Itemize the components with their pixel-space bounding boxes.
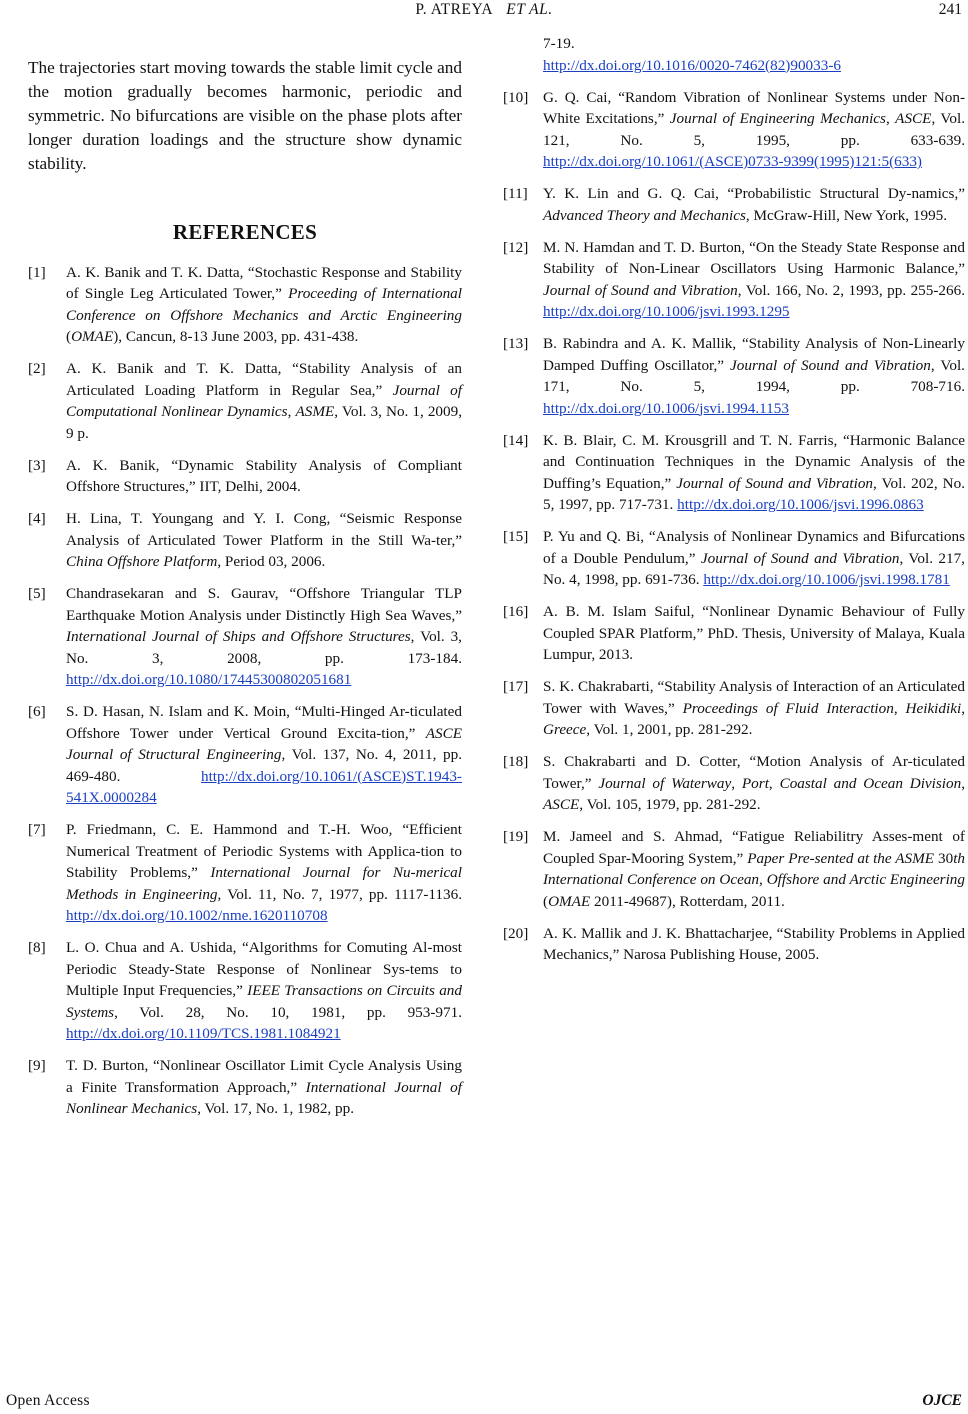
reference-italic-text: Advanced Theory and Mechanics	[543, 206, 746, 224]
reference-item	[503, 676, 965, 741]
reference-number: [4]	[28, 510, 46, 527]
reference-text: , Vol. 1, 2001, pp. 281-292.	[586, 721, 753, 738]
reference-italic-text: Journal of Computational Nonlinear Dynamics	[66, 381, 462, 420]
footer-journal-abbrev: OJCE	[922, 1392, 962, 1409]
reference-italic-text: Proceeding of International Conference on Offshore Mechanics and Arctic Engineering	[66, 285, 462, 324]
reference-number: [11]	[503, 185, 528, 202]
reference-italic-text: ASCE	[543, 796, 580, 813]
reference-text: , Vol. 3, No. 1, 2009, 9 p.	[66, 403, 463, 442]
reference-text: T. D. Burton, “Nonlinear Oscillator Limit Cycle Analysis Using a Finite Transformation Approach,”	[66, 1057, 462, 1096]
reference-item	[503, 333, 965, 419]
reference-number: [6]	[28, 703, 46, 720]
reference-text: , Vol. 105, 1979, pp. 281-292.	[579, 796, 761, 813]
reference-text: , Vol. 202, No. 5, 1997, pp. 717-731.	[543, 474, 966, 513]
author-text: P. ATREYA	[415, 1, 494, 18]
reference-italic-text: Port	[741, 774, 769, 792]
reference-italic-text: Journal of Sound and Vibration	[543, 281, 738, 299]
running-head-authors	[0, 1, 968, 19]
reference-item	[28, 819, 462, 927]
reference-text: 30	[934, 849, 954, 867]
reference-text: H. Lina, T. Youngang and Y. I. Cong, “Seismic Response Analysis of Articulated Tower Platform in the Still Wa-ter,”	[66, 510, 462, 549]
reference-italic-text: Coastal and Ocean Division	[779, 774, 962, 792]
reference-text: 2011-49687), Rotterdam, 2011.	[590, 892, 785, 910]
reference-italic-text: International Journal of Nonlinear Mechanics	[66, 1078, 462, 1117]
page-number: 241	[938, 1, 962, 18]
reference-text: A. K. Mallik and J. K. Bhattacharjee, “Stability Problems in Applied Mechanics,” Narosa Publishing House, 2005.	[543, 924, 965, 963]
reference-text: (	[543, 892, 549, 910]
reference-number: [10]	[503, 88, 529, 106]
reference-text: , Vol. 3, No. 3, 2008, pp. 173-184.	[66, 628, 462, 667]
reference-number: [9]	[28, 1057, 46, 1074]
reference-italic-text: China Offshore Platform	[66, 553, 218, 570]
reference-number: [2]	[28, 360, 46, 377]
reference-item	[503, 826, 965, 912]
reference-item	[28, 701, 462, 809]
reference-text: Y. K. Lin and G. Q. Cai, “Probabilistic Structural Dy-namics,”	[543, 185, 965, 202]
reference-doi-link[interactable]: http://dx.doi.org/10.1006/jsvi.1993.1295	[543, 303, 790, 320]
reference-text: S. K. Chakrabarti, “Stability Analysis of Interaction of an Articulated Tower with Waves,”	[543, 678, 965, 717]
reference-doi-link[interactable]: http://dx.doi.org/10.1109/TCS.1981.1084921	[66, 1025, 341, 1042]
reference-text: ,	[731, 774, 742, 792]
left-column	[28, 56, 462, 1130]
reference-number: [17]	[503, 678, 529, 695]
references-heading: REFERENCES	[172, 220, 318, 244]
reference-number: [18]	[503, 753, 529, 770]
reference-number: [15]	[503, 528, 529, 545]
reference-text: , Vol. 171, No. 5, 1994, pp. 708-716.	[543, 356, 965, 395]
reference-item	[503, 923, 965, 966]
reference-doi-link[interactable]: http://dx.doi.org/10.1006/jsvi.1998.1781	[703, 571, 950, 588]
right-column	[503, 33, 965, 976]
reference-number: [14]	[503, 431, 529, 449]
reference-text: ,	[893, 699, 906, 717]
reference-item	[503, 87, 965, 173]
reference-item	[503, 237, 965, 323]
reference-item	[28, 583, 462, 691]
reference-number: [13]	[503, 335, 529, 352]
reference-italic-text: Heikidiki	[905, 699, 962, 717]
reference-text: , Vol. 28, No. 10, 1981, pp. 953-971.	[114, 1003, 462, 1021]
reference-italic-text: ASCE Journal of Structural Engineering	[66, 724, 462, 763]
reference-doi-link[interactable]: http://dx.doi.org/10.1006/jsvi.1994.1153	[543, 399, 789, 417]
reference-number: [19]	[503, 828, 529, 845]
reference-text: , Vol. 217, No. 4, 1998, pp. 691-736.	[543, 549, 965, 588]
reference-italic-text: Journal of Sound and Vibration	[700, 549, 900, 567]
reference-item	[503, 430, 965, 516]
reference-doi-link[interactable]: http://dx.doi.org/10.1080/17445300802051681	[66, 671, 352, 688]
reference-text: B. Rabindra and A. K. Mallik, “Stability Analysis of Non-Linearly Damped Duffing Oscillator,”	[543, 335, 965, 374]
reference-italic-text: Greece	[543, 721, 587, 738]
reference-text: , Vol. 137, No. 4, 2011, pp. 469-480.	[66, 746, 462, 785]
reference-text: ,	[287, 403, 296, 420]
reference-item	[28, 937, 462, 1045]
reference-text: Chandrasekaran and S. Gaurav, “Offshore Triangular TLP Earthquake Motion Analysis under Distinctly High Sea Waves,”	[66, 585, 462, 624]
ref-9-pages: 7-19.	[543, 35, 575, 52]
reference-text: M. N. Hamdan and T. D. Burton, “On the Steady State Response and Stability of Non-Linear Oscillators Using Harmonic Balance,”	[543, 238, 965, 277]
intro-paragraph: The trajectories start moving towards the stable limit cycle and the motion gradually becomes harmonic, periodic and symmetric. No bifurcations are visible on the phase plots after longer duration loadings and the structure show dynamic stability.	[28, 58, 462, 173]
reference-italic-text: OMAE	[71, 328, 114, 345]
references-list-left	[28, 262, 462, 1120]
reference-number: [8]	[28, 939, 46, 956]
reference-text: , Vol. 17, No. 1, 1982, pp.	[197, 1100, 354, 1117]
reference-item	[28, 1055, 462, 1120]
reference-italic-text: International Journal for Nu-merical Methods in Engineering	[66, 864, 462, 903]
references-list-right	[503, 87, 965, 966]
reference-doi-link[interactable]: http://dx.doi.org/10.1002/nme.1620110708	[66, 907, 328, 924]
reference-italic-text: ASME	[295, 403, 335, 420]
reference-text: K. B. Blair, C. M. Krousgrill and T. N. Farris, “Harmonic Balance and Continuation Techniques in the Dynamic Analysis of the Duffing’s Equation,”	[543, 431, 965, 492]
reference-number: [7]	[28, 821, 46, 838]
reference-item	[28, 508, 462, 573]
running-head	[0, 0, 968, 22]
ref-9-continuation	[503, 33, 965, 76]
reference-text: S. D. Hasan, N. Islam and K. Moin, “Multi-Hinged Ar-ticulated Offshore Tower under Vertical Ground Excita-tion,”	[66, 703, 462, 742]
reference-italic-text: Offshore and Arctic Engineering	[766, 871, 965, 888]
reference-doi-link[interactable]: http://dx.doi.org/10.1061/(ASCE)ST.1943-541X.0000284	[66, 767, 462, 806]
reference-italic-text: Journal of Sound and Vibration	[676, 474, 874, 492]
reference-italic-text: OMAE	[548, 892, 591, 910]
reference-number: [16]	[503, 603, 529, 620]
reference-text: G. Q. Cai, “Random Vibration of Nonlinear Systems under Non-White Excitations,”	[543, 88, 965, 127]
reference-italic-text: Journal of Sound and Vibration	[730, 356, 931, 374]
reference-doi-link[interactable]: http://dx.doi.org/10.1006/jsvi.1996.0863	[677, 496, 924, 513]
reference-italic-text: Paper Pre-sented at the ASME	[747, 849, 935, 867]
page-footer	[0, 1392, 968, 1414]
reference-text: P. Yu and Q. Bi, “Analysis of Nonlinear Dynamics and Bifurcations of a Double Pendulum,”	[543, 528, 965, 567]
footer-open-access: Open Access	[6, 1392, 90, 1409]
reference-text: ,	[961, 774, 966, 792]
ref-9-doi-link[interactable]: http://dx.doi.org/10.1016/0020-7462(82)90033-6	[543, 56, 841, 74]
reference-text: A. K. Banik, “Dynamic Stability Analysis of Compliant Offshore Structures,” IIT, Delhi, 2004.	[66, 456, 462, 495]
reference-text: A. K. Banik and T. K. Datta, “Stochastic Response and Stability of Single Leg Articulated Tower,”	[66, 263, 462, 302]
reference-italic-text: International Journal of Ships and Offshore Structures	[66, 628, 411, 645]
reference-item	[503, 526, 965, 591]
reference-italic-text: Journal of Engineering Mechanics	[669, 110, 886, 127]
reference-text: S. Chakrabarti and D. Cotter, “Motion Analysis of Ar-ticulated Tower,”	[543, 753, 965, 792]
reference-italic-text: ASCE	[895, 110, 932, 127]
reference-text: A. K. Banik and T. K. Datta, “Stability Analysis of an Articulated Loading Platform in Regular Sea,”	[66, 360, 462, 399]
reference-item	[28, 262, 462, 348]
reference-text: , Vol. 11, No. 7, 1977, pp. 1117-1136.	[217, 885, 462, 903]
reference-text: ,	[768, 774, 780, 792]
reference-number: [3]	[28, 456, 46, 474]
reference-item	[28, 358, 462, 444]
reference-item	[503, 751, 965, 816]
reference-number: [1]	[28, 263, 46, 281]
reference-text: , Period 03, 2006.	[217, 553, 326, 570]
reference-text: A. B. M. Islam Saiful, “Nonlinear Dynamic Behaviour of Fully Coupled SPAR Platform,” PhD. Thesis, University of Malaya, Kuala Lumpur, 2013.	[543, 603, 965, 663]
reference-text: , Vol. 121, No. 5, 1995, pp. 633-639.	[543, 110, 966, 149]
reference-italic-text: IEEE Transactions on Circuits and Systems	[66, 982, 462, 1021]
reference-text: , Vol. 166, No. 2, 1993, pp. 255-266.	[737, 281, 966, 299]
reference-number: [12]	[503, 238, 529, 256]
reference-text: ,	[961, 699, 965, 717]
reference-text: , McGraw-Hill, New York, 1995.	[745, 206, 948, 224]
reference-text: ,	[885, 110, 896, 127]
reference-doi-link[interactable]: http://dx.doi.org/10.1061/(ASCE)0733-9399(1995)121:5(633)	[543, 153, 922, 170]
reference-text: ), Cancun, 8-13 June 2003, pp. 431-438.	[113, 328, 359, 345]
reference-text: ,	[759, 871, 767, 888]
reference-italic-text: th International Conference on Ocean	[543, 849, 966, 888]
reference-item	[503, 601, 965, 666]
reference-number: [5]	[28, 585, 46, 602]
reference-item	[28, 455, 462, 498]
reference-text: M. Jameel and S. Ahmad, “Fatigue Reliabilitry Asses-ment of Coupled Spar-Mooring System,”	[543, 828, 965, 867]
reference-item	[503, 183, 965, 226]
reference-italic-text: Journal of Waterway	[598, 774, 732, 792]
reference-text: L. O. Chua and A. Ushida, “Algorithms for Comuting Al-most Periodic Steady-State Response of Nonlinear Sys-tems to Multiple Input Frequencies,”	[66, 939, 462, 999]
reference-text: (	[66, 328, 72, 345]
et-al-text: ET AL.	[506, 1, 553, 18]
reference-italic-text: Proceedings of Fluid Interaction	[682, 699, 894, 717]
reference-text: P. Friedmann, C. E. Hammond and T.-H. Woo, “Efficient Numerical Treatment of Periodic Systems with Applica-tion to Stability Problems,”	[66, 821, 462, 881]
reference-number: [20]	[503, 924, 529, 942]
